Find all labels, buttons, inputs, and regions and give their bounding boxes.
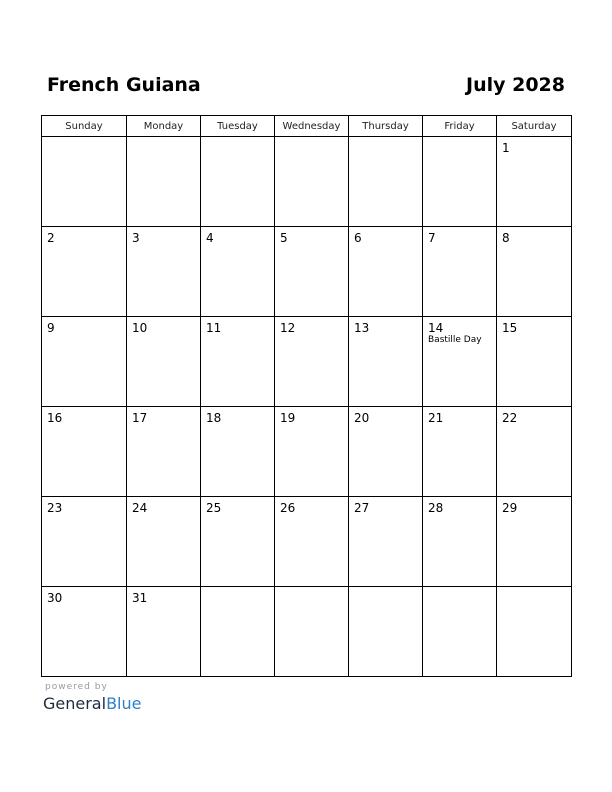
day-cell bbox=[201, 317, 275, 407]
day-number: 4 bbox=[206, 231, 214, 245]
day-cell bbox=[497, 137, 572, 227]
branding bbox=[43, 682, 193, 716]
day-cell bbox=[497, 497, 572, 587]
day-cell bbox=[127, 137, 201, 227]
day-cell bbox=[497, 587, 572, 677]
day-number: 14 bbox=[428, 321, 444, 335]
day-cell-holiday bbox=[423, 317, 497, 407]
day-number: 13 bbox=[354, 321, 370, 335]
day-cell bbox=[127, 407, 201, 497]
month-title: July 2028 bbox=[466, 74, 565, 96]
day-number: 15 bbox=[502, 321, 518, 335]
day-cell bbox=[275, 137, 349, 227]
month-calendar-grid bbox=[41, 115, 572, 677]
day-cell bbox=[42, 317, 127, 407]
day-number: 24 bbox=[132, 501, 148, 515]
day-number: 17 bbox=[132, 411, 148, 425]
week-row bbox=[42, 587, 572, 677]
week-row bbox=[42, 137, 572, 227]
day-cell bbox=[42, 497, 127, 587]
day-cell bbox=[423, 407, 497, 497]
day-number: 26 bbox=[280, 501, 296, 515]
country-title: French Guiana bbox=[47, 74, 201, 96]
day-number: 2 bbox=[47, 231, 55, 245]
day-cell bbox=[127, 587, 201, 677]
day-cell bbox=[349, 587, 423, 677]
day-number: 1 bbox=[502, 141, 510, 155]
day-number: 19 bbox=[280, 411, 296, 425]
day-number: 7 bbox=[428, 231, 436, 245]
weekday-sunday: Sunday bbox=[42, 116, 127, 137]
day-number: 6 bbox=[354, 231, 362, 245]
day-cell bbox=[201, 227, 275, 317]
day-cell bbox=[423, 497, 497, 587]
day-cell bbox=[42, 137, 127, 227]
week-row bbox=[42, 317, 572, 407]
day-number: 20 bbox=[354, 411, 370, 425]
day-number: 25 bbox=[206, 501, 222, 515]
day-cell bbox=[423, 137, 497, 227]
week-row bbox=[42, 497, 572, 587]
weekday-wednesday: Wednesday bbox=[275, 116, 349, 137]
week-row bbox=[42, 407, 572, 497]
day-cell bbox=[275, 317, 349, 407]
day-cell bbox=[349, 227, 423, 317]
day-cell bbox=[497, 227, 572, 317]
day-cell bbox=[201, 497, 275, 587]
day-number: 29 bbox=[502, 501, 518, 515]
day-number: 23 bbox=[47, 501, 63, 515]
day-cell bbox=[349, 497, 423, 587]
brand-name-blue: Blue bbox=[106, 694, 142, 713]
day-cell bbox=[349, 317, 423, 407]
day-cell bbox=[349, 407, 423, 497]
day-cell bbox=[275, 497, 349, 587]
day-cell bbox=[497, 407, 572, 497]
day-number: 8 bbox=[502, 231, 510, 245]
day-cell bbox=[275, 587, 349, 677]
day-number: 21 bbox=[428, 411, 444, 425]
holiday-label: Bastille Day bbox=[428, 335, 482, 345]
day-number: 28 bbox=[428, 501, 444, 515]
weekday-friday: Friday bbox=[423, 116, 497, 137]
day-number: 9 bbox=[47, 321, 55, 335]
day-number: 5 bbox=[280, 231, 288, 245]
day-number: 16 bbox=[47, 411, 63, 425]
day-cell bbox=[275, 407, 349, 497]
day-cell bbox=[201, 587, 275, 677]
day-cell bbox=[497, 317, 572, 407]
day-cell bbox=[42, 587, 127, 677]
brand-logo bbox=[43, 694, 141, 714]
calendar-header bbox=[47, 72, 565, 98]
day-cell bbox=[201, 137, 275, 227]
day-cell bbox=[423, 587, 497, 677]
day-number: 10 bbox=[132, 321, 148, 335]
week-row bbox=[42, 227, 572, 317]
day-cell bbox=[423, 227, 497, 317]
day-number: 30 bbox=[47, 591, 63, 605]
day-number: 12 bbox=[280, 321, 296, 335]
brand-name-general: General bbox=[43, 694, 107, 713]
day-cell bbox=[42, 227, 127, 317]
day-number: 3 bbox=[132, 231, 140, 245]
day-cell bbox=[127, 317, 201, 407]
weekday-saturday: Saturday bbox=[497, 116, 572, 137]
powered-by-text: powered by bbox=[45, 682, 108, 692]
day-cell bbox=[275, 227, 349, 317]
weekday-monday: Monday bbox=[127, 116, 201, 137]
day-cell bbox=[42, 407, 127, 497]
day-number: 11 bbox=[206, 321, 222, 335]
day-number: 31 bbox=[132, 591, 148, 605]
weekday-header-row bbox=[42, 116, 572, 137]
day-cell bbox=[349, 137, 423, 227]
day-number: 18 bbox=[206, 411, 222, 425]
day-number: 22 bbox=[502, 411, 518, 425]
day-cell bbox=[127, 227, 201, 317]
day-cell bbox=[127, 497, 201, 587]
weekday-thursday: Thursday bbox=[349, 116, 423, 137]
day-number: 27 bbox=[354, 501, 370, 515]
day-cell bbox=[201, 407, 275, 497]
weekday-tuesday: Tuesday bbox=[201, 116, 275, 137]
